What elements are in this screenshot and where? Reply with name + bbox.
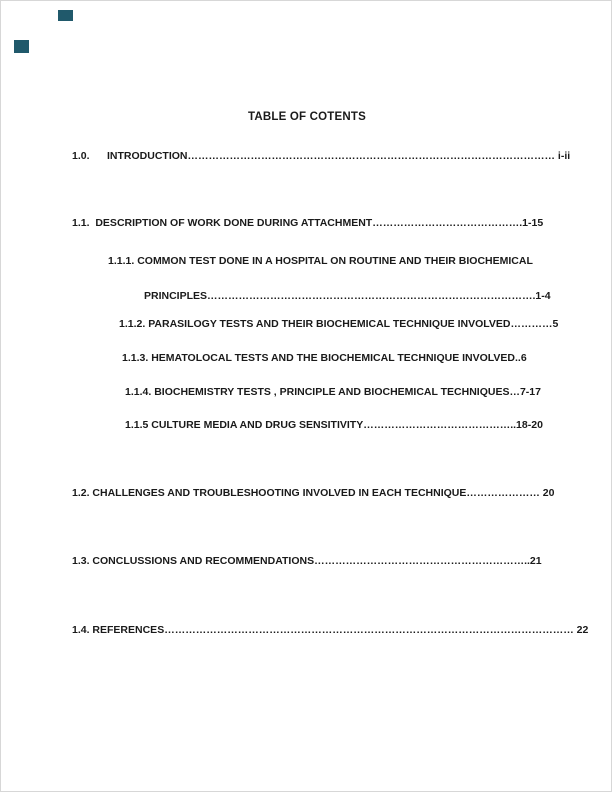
- toc-entry-common-tests: 1.1.1. COMMON TEST DONE IN A HOSPITAL ON ROUTINE AND THEIR BIOCHEMICAL: [108, 255, 533, 267]
- toc-entry-introduction: 1.0. INTRODUCTION…………………………………………………………………………………………… i-ii: [72, 150, 571, 162]
- toc-entry-hematolocal: 1.1.3. HEMATOLOCAL TESTS AND THE BIOCHEMICAL TECHNIQUE INVOLVED..6: [122, 352, 527, 364]
- toc-entry-conclusions: 1.3. CONCLUSSIONS AND RECOMMENDATIONS……………………………………………………..21: [72, 555, 542, 567]
- toc-entry-parasilogy: 1.1.2. PARASILOGY TESTS AND THEIR BIOCHEMICAL TECHNIQUE INVOLVED…………5: [119, 318, 559, 330]
- toc-entry-challenges: 1.2. CHALLENGES AND TROUBLESHOOTING INVOLVED IN EACH TECHNIQUE………………… 20: [72, 487, 555, 499]
- toc-entry-references: 1.4. REFERENCES……………………………………………………………………………………………………… 22: [72, 624, 589, 636]
- toc-entry-culture-media: 1.1.5 CULTURE MEDIA AND DRUG SENSITIVITY……………………………………..18-20: [125, 419, 543, 431]
- toc-entry-biochemistry: 1.1.4. BIOCHEMISTRY TESTS , PRINCIPLE AND BIOCHEMICAL TECHNIQUES…7-17: [125, 386, 541, 398]
- teal-marker-top: [58, 10, 73, 21]
- page-title: TABLE OF COTENTS: [248, 111, 366, 123]
- teal-marker-left: [14, 40, 29, 53]
- toc-entry-principles: PRINCIPLES………………………………………………………………………………….1-4: [144, 290, 551, 302]
- toc-entry-description-work: 1.1. DESCRIPTION OF WORK DONE DURING ATTACHMENT…………………………………….1-15: [72, 217, 544, 229]
